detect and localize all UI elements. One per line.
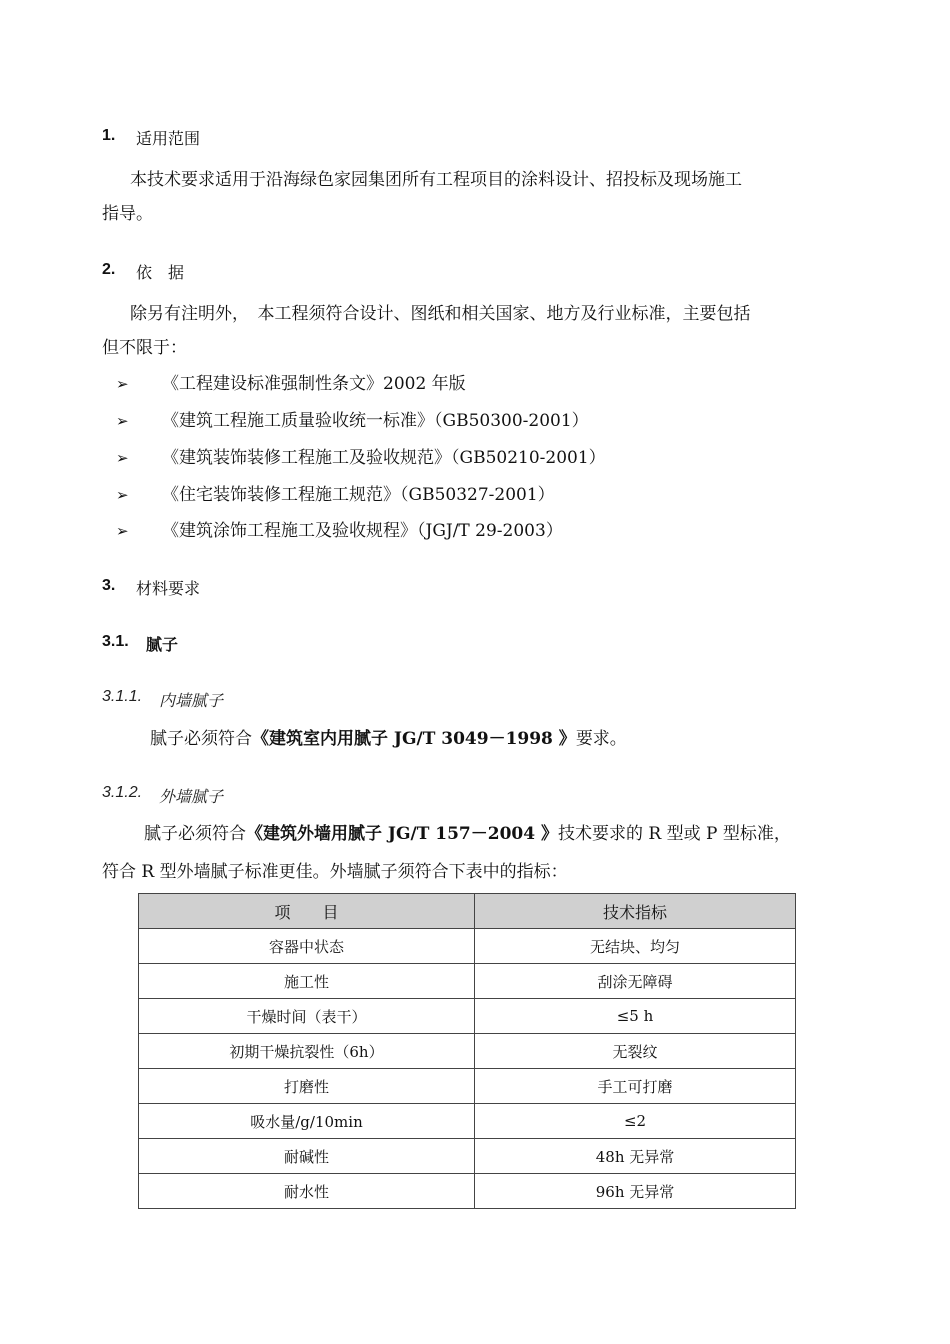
list-item: 《工程建设标准强制性条文》2002 年版: [162, 374, 466, 394]
list-item: 《住宅装饰装修工程施工规范》（GB50327-2001）: [162, 485, 555, 505]
bullet-arrow-icon: ➢: [116, 486, 129, 504]
section-2-title: 依 据: [136, 263, 185, 282]
spec-cell: ≤5 h: [475, 999, 796, 1034]
section-3-1-title: 腻子: [146, 635, 179, 654]
spec-cell: 无裂纹: [475, 1034, 796, 1069]
table-row: [139, 1104, 796, 1139]
table-row: [139, 929, 796, 964]
section-3-title: 材料要求: [136, 579, 201, 598]
section-2-number: 2.: [102, 261, 116, 278]
exterior-putty-spec-table: [138, 893, 796, 1209]
spec-cell: 刮涂无障碍: [475, 964, 796, 999]
table-row: [139, 1139, 796, 1174]
table-row: [139, 1174, 796, 1209]
item-cell: 施工性: [139, 964, 475, 999]
spec-cell: 96h 无异常: [475, 1174, 796, 1209]
item-cell: 耐水性: [139, 1174, 475, 1209]
section-3-1-2-paragraph-line2: 符合 R 型外墙腻子标准更佳。外墙腻子须符合下表中的指标：: [102, 862, 568, 882]
section-3-1-number: 3.1.: [102, 633, 129, 650]
section-1-paragraph-line1: 本技术要求适用于沿海绿色家园集团所有工程项目的涂料设计、招投标及现场施工: [130, 170, 742, 190]
item-cell: 吸水量/g/10min: [139, 1104, 475, 1139]
paragraph-text: 腻子必须符合: [144, 824, 246, 844]
section-2-paragraph-line1: 除另有注明外， 本工程须符合设计、图纸和相关国家、地方及行业标准，主要包括: [130, 304, 751, 324]
section-3-1-2-title: 外墙腻子: [159, 789, 224, 806]
item-cell: 初期干燥抗裂性（6h）: [139, 1034, 475, 1069]
paragraph-text: 技术要求的 R 型或 P 型标准，: [557, 824, 791, 844]
bullet-arrow-icon: ➢: [116, 449, 129, 467]
section-3-1-2-number: 3.1.2.: [102, 784, 143, 801]
standard-reference: 《建筑外墙用腻子 JG/T 157－2004 》: [246, 824, 558, 844]
spec-cell: 手工可打磨: [475, 1069, 796, 1104]
section-1-number: 1.: [102, 127, 116, 144]
spec-cell: ≤2: [475, 1104, 796, 1139]
table-row: [139, 1034, 796, 1069]
table-row: [139, 1069, 796, 1104]
item-cell: 耐碱性: [139, 1139, 475, 1174]
header-item: 项 目: [139, 894, 475, 929]
header-spec: 技术指标: [475, 894, 796, 929]
list-item: 《建筑涂饰工程施工及验收规程》（JGJ/T 29-2003）: [162, 521, 563, 541]
section-3-1-1-paragraph: [150, 722, 627, 756]
section-2-paragraph-line2: 但不限于：: [102, 338, 187, 358]
list-item: 《建筑工程施工质量验收统一标准》（GB50300-2001）: [162, 411, 589, 431]
section-3-1-1-title: 内墙腻子: [159, 693, 224, 710]
list-item: 《建筑装饰装修工程施工及验收规范》（GB50210-2001）: [162, 448, 606, 468]
table-row: [139, 999, 796, 1034]
section-1-title: 适用范围: [136, 129, 201, 148]
item-cell: 干燥时间（表干）: [139, 999, 475, 1034]
section-3-number: 3.: [102, 577, 116, 594]
item-cell: 打磨性: [139, 1069, 475, 1104]
spec-cell: 48h 无异常: [475, 1139, 796, 1174]
table-row: [139, 964, 796, 999]
standard-reference: 《建筑室内用腻子 JG/T 3049－1998 》: [252, 729, 576, 749]
bullet-arrow-icon: ➢: [116, 375, 129, 393]
item-cell: 容器中状态: [139, 929, 475, 964]
section-3-1-2-paragraph-line1: [144, 817, 791, 851]
spec-cell: 无结块、均匀: [475, 929, 796, 964]
section-1-paragraph-line2: 指导。: [102, 204, 153, 224]
bullet-arrow-icon: ➢: [116, 412, 129, 430]
section-3-1-1-number: 3.1.1.: [102, 688, 143, 705]
paragraph-text: 腻子必须符合: [150, 729, 252, 749]
paragraph-text: 要求。: [575, 729, 627, 749]
bullet-arrow-icon: ➢: [116, 522, 129, 540]
table-header-row: [139, 894, 796, 929]
